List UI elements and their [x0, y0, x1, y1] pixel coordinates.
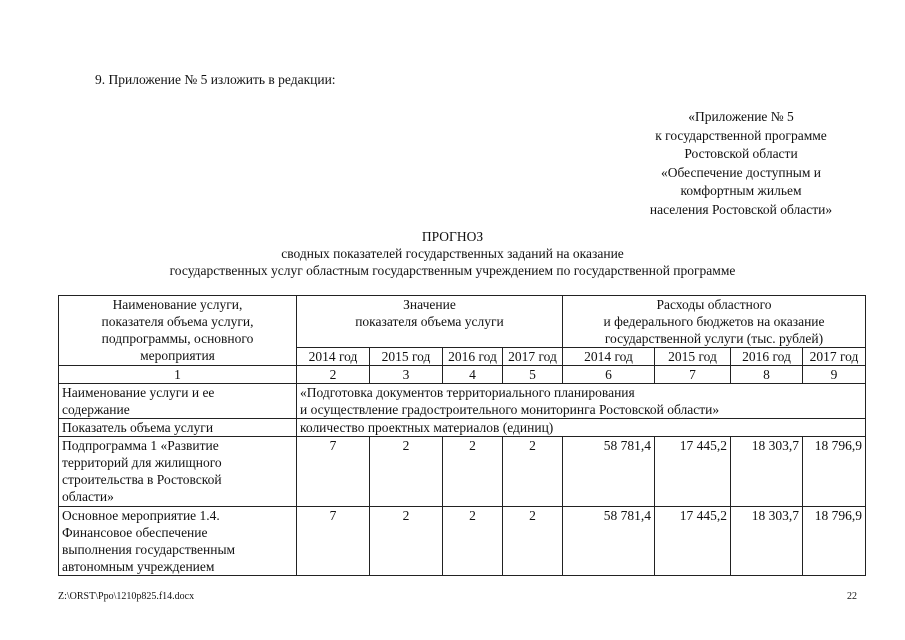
- appendix-line: «Обеспечение доступным и: [660, 164, 822, 180]
- header-line: и федерального бюджетов на оказание: [603, 314, 825, 329]
- header-line: Расходы областного: [656, 297, 772, 312]
- cell-line: «Подготовка документов территориального планирования: [300, 385, 635, 400]
- header-line: показателя объема услуги: [355, 314, 504, 329]
- footer-file-path: Z:\ORST\Ppo\1210p825.f14.docx: [58, 591, 195, 602]
- column-number: 3: [370, 366, 443, 384]
- value-cell: 58 781,4: [563, 507, 655, 576]
- header-indicator-value: [297, 296, 563, 348]
- value-cell: 2: [443, 437, 503, 507]
- value-cell: 7: [297, 437, 370, 507]
- value-cell: 18 796,9: [803, 507, 866, 576]
- column-number-row: [59, 366, 866, 384]
- header-line: Значение: [403, 297, 456, 312]
- cell-line: и осуществление градостроительного мониторинга Ростовской области»: [300, 402, 720, 417]
- appendix-line: к государственной программе: [655, 127, 827, 143]
- value-cell: 2: [503, 507, 563, 576]
- row-label: [59, 437, 297, 507]
- cell-line: автономным учреждением: [62, 559, 215, 574]
- header-year: 2016 год: [443, 348, 503, 366]
- service-indicator-value: количество проектных материалов (единиц): [297, 419, 866, 437]
- header-service-name: [59, 296, 297, 366]
- column-number: 9: [803, 366, 866, 384]
- header-year: 2017 год: [503, 348, 563, 366]
- column-number: 1: [59, 366, 297, 384]
- forecast-table: [58, 295, 866, 576]
- header-line: Наименование услуги,: [112, 297, 243, 312]
- header-line: мероприятия: [140, 348, 215, 363]
- cell-line: территорий для жилищного: [62, 455, 222, 470]
- value-cell: 18 303,7: [731, 437, 803, 507]
- cell-line: области»: [62, 489, 114, 504]
- service-indicator-label: Показатель объема услуги: [59, 419, 297, 437]
- header-line: подпрограммы, основного: [101, 331, 254, 346]
- row-label: [59, 507, 297, 576]
- table-row: [59, 437, 866, 507]
- intro-text: 9. Приложение № 5 изложить в редакции:: [95, 72, 336, 87]
- header-year: 2016 год: [731, 348, 803, 366]
- header-year: 2015 год: [655, 348, 731, 366]
- appendix-heading: [626, 108, 856, 219]
- appendix-line: населения Ростовской области»: [649, 201, 833, 217]
- column-number: 7: [655, 366, 731, 384]
- value-cell: 58 781,4: [563, 437, 655, 507]
- column-number: 6: [563, 366, 655, 384]
- document-title-block: [0, 228, 905, 279]
- value-cell: 17 445,2: [655, 507, 731, 576]
- header-line: показателя объема услуги,: [101, 314, 254, 329]
- column-number: 8: [731, 366, 803, 384]
- service-name-label: [59, 384, 297, 419]
- column-number: 5: [503, 366, 563, 384]
- table-row: [59, 384, 866, 419]
- header-line: государственной услуги (тыс. рублей): [604, 331, 824, 346]
- column-number: 2: [297, 366, 370, 384]
- cell-line: Подпрограмма 1 «Развитие: [62, 438, 219, 453]
- value-cell: 2: [370, 507, 443, 576]
- value-cell: 2: [503, 437, 563, 507]
- footer-page-number: 22: [847, 591, 857, 602]
- header-budget-expenses: [563, 296, 866, 348]
- appendix-line: комфортным жильем: [680, 183, 802, 198]
- value-cell: 7: [297, 507, 370, 576]
- cell-line: строительства в Ростовской: [62, 472, 222, 487]
- cell-line: содержание: [62, 402, 130, 417]
- header-year: 2014 год: [563, 348, 655, 366]
- header-year: 2014 год: [297, 348, 370, 366]
- table-row: [59, 507, 866, 576]
- value-cell: 18 796,9: [803, 437, 866, 507]
- column-number: 4: [443, 366, 503, 384]
- header-year: 2017 год: [803, 348, 866, 366]
- document-subtitle-line: государственных услуг областным государственным учреждением по государственной программе: [169, 263, 736, 278]
- appendix-line: «Приложение № 5: [688, 109, 794, 124]
- cell-line: выполнения государственным: [62, 542, 236, 557]
- document-subtitle-line: сводных показателей государственных заданий на оказание: [281, 246, 624, 261]
- cell-line: Наименование услуги и ее: [62, 385, 215, 400]
- cell-line: Основное мероприятие 1.4.: [62, 508, 220, 523]
- value-cell: 17 445,2: [655, 437, 731, 507]
- table-row: [59, 419, 866, 437]
- cell-line: Финансовое обеспечение: [62, 525, 208, 540]
- service-name-value: [297, 384, 866, 419]
- document-title: ПРОГНОЗ: [421, 229, 484, 244]
- header-year: 2015 год: [370, 348, 443, 366]
- value-cell: 2: [370, 437, 443, 507]
- value-cell: 2: [443, 507, 503, 576]
- value-cell: 18 303,7: [731, 507, 803, 576]
- appendix-line: Ростовской области: [684, 146, 798, 161]
